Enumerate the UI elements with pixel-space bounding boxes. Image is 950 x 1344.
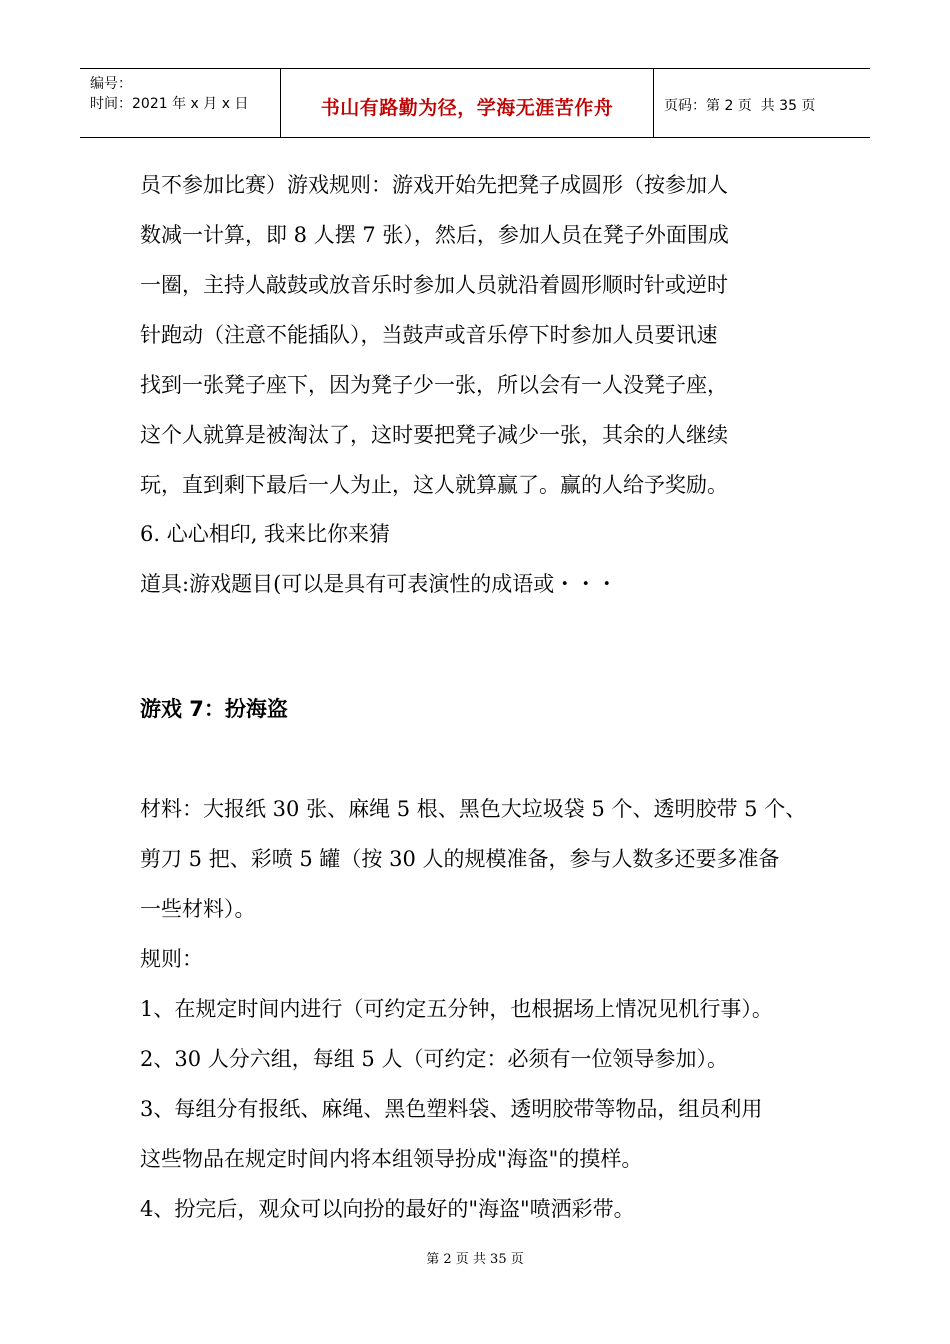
materials-line: 材料：大报纸 30 张、麻绳 5 根、黑色大垃圾袋 5 个、透明胶带 5 个、 [140,797,807,821]
page-footer: 第 2 页 共 35 页 [426,1252,524,1267]
body-line: 一圈，主持人敲鼓或放音乐时参加人员就沿着圆形顺时针或逆时 [140,273,728,297]
number-label: 编号： [90,76,132,92]
motto: 书山有路勤为径，学海无涯苦作舟 [320,97,614,119]
header-info-cell [80,69,281,137]
materials-line: 一些材料）。 [140,897,256,921]
rule-line: 3、每组分有报纸、麻绳、黑色塑料袋、透明胶带等物品，组员利用 [140,1097,763,1121]
game-title: 游戏 7：扮海盗 [140,697,288,721]
body-line: 这个人就算是被淘汰了，这时要把凳子减少一张，其余的人继续 [140,423,728,447]
header-motto-cell [281,69,654,137]
body-line: 道具:游戏题目(可以是具有可表演性的成语或・・・ [140,572,618,596]
body-line: 针跑动（注意不能插队），当鼓声或音乐停下时参加人员要讯速 [140,323,718,347]
rules-heading: 规则： [140,947,203,971]
page-header [80,68,870,138]
rule-line: 2、30 人分六组，每组 5 人（可约定：必须有一位领导参加）。 [140,1047,728,1071]
body-line: 数减一计算，即 8 人摆 7 张），然后，参加人员在凳子外面围成 [140,223,729,247]
body-line: 玩，直到剩下最后一人为止，这人就算赢了。赢的人给予奖励。 [140,473,728,497]
rule-line: 4、扮完后，观众可以向扮的最好的"海盗"喷洒彩带。 [140,1197,635,1221]
rule-line: 这些物品在规定时间内将本组领导扮成"海盗"的摸样。 [140,1147,643,1171]
body-line: 员不参加比赛）游戏规则：游戏开始先把凳子成圆形（按参加人 [140,173,728,197]
section-heading: 6. 心心相印, 我来比你来猜 [140,522,391,546]
body-line: 找到一张凳子座下，因为凳子少一张，所以会有一人没凳子座， [140,373,728,397]
materials-line: 剪刀 5 把、彩喷 5 罐（按 30 人的规模准备，参与人数多还要多准备 [140,847,780,871]
rule-line: 1、在规定时间内进行（可约定五分钟，也根据场上情况见机行事）。 [140,997,773,1021]
date-label: 时间：2021 年 x 月 x 日 [90,96,249,112]
header-page-cell [654,69,870,137]
page-code: 页码：第 2 页 共 35 页 [664,98,816,114]
